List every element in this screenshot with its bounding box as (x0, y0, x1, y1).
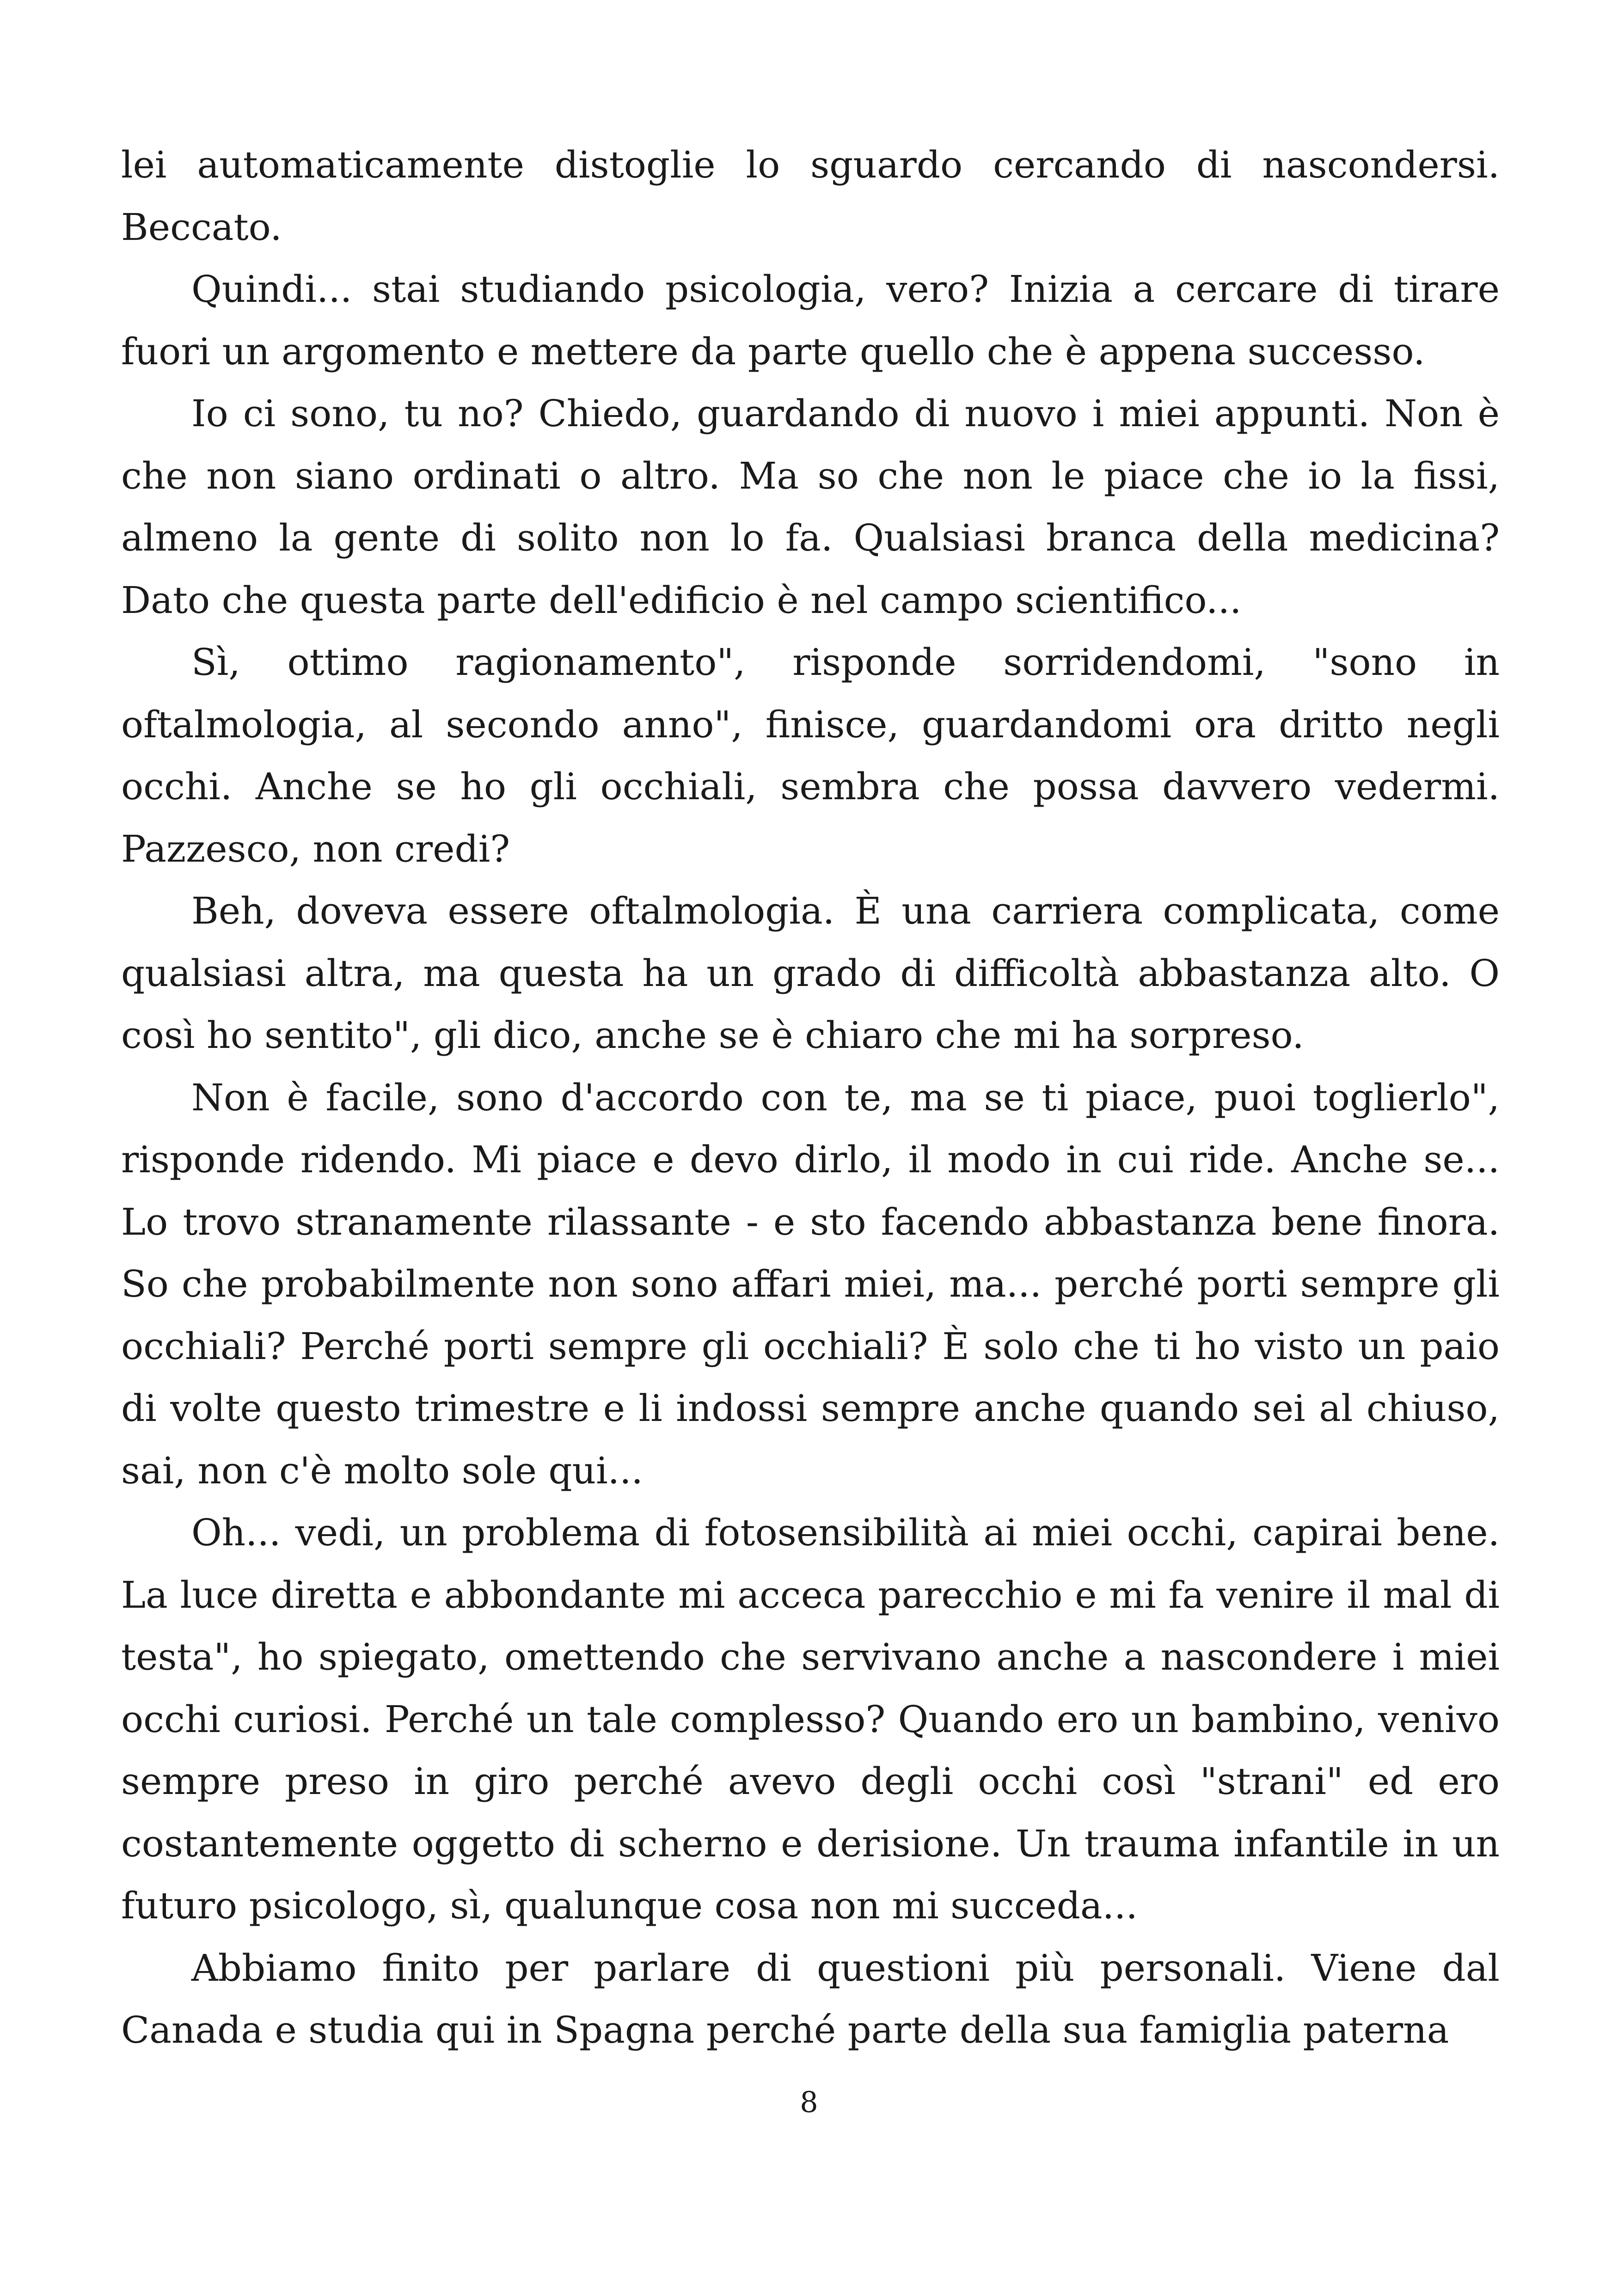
paragraph-5: Beh, doveva essere oftalmologia. È una carriera complicata, come qualsiasi altra, ma questa ha un grado di difficoltà abbastanza alto. O così ho sentito", gli dico, anche se è chiaro che mi ha sorpreso. (121, 889, 1500, 1057)
paragraph-3: Io ci sono, tu no? Chiedo, guardando di nuovo i miei appunti. Non è che non siano ordinati o altro. Ma so che non le piace che io la fissi, almeno la gente di solito non lo fa. Qualsiasi branca della medicina? Dato che questa parte dell'edificio è nel campo scientifico... (121, 392, 1500, 622)
paragraph-1: lei automaticamente distoglie lo sguardo cercando di nascondersi. Beccato. (121, 143, 1500, 249)
paragraph-4: Sì, ottimo ragionamento", risponde sorridendomi, "sono in oftalmologia, al secondo anno", finisce, guardandomi ora dritto negli occhi. Anche se ho gli occhiali, sembra che possa davvero vedermi. Pazzesco, non credi? (121, 641, 1500, 870)
paragraph-7: Oh... vedi, un problema di fotosensibilità ai miei occhi, capirai bene. La luce diretta e abbondante mi acceca parecchio e mi fa venire il mal di testa", ho spiegato, omettendo che servivano anche a nascondere i miei occhi curiosi. Perché un tale complesso? Quando ero un bambino, venivo sempre preso in giro perché avevo degli occhi così "strani" ed ero costantemente oggetto di scherno e derisione. Un trauma infantile in un futuro psicologo, sì, qualunque cosa non mi succeda... (121, 1511, 1500, 1927)
paragraph-6: Non è facile, sono d'accordo con te, ma se ti piace, puoi toglierlo", risponde ridendo. Mi piace e devo dirlo, il modo in cui ride. Anche se... Lo trovo stranamente rilassante - e sto facendo abbastanza bene finora. So che probabilmente non sono affari miei, ma... perché porti sempre gli occhiali? Perché porti sempre gli occhiali? È solo che ti ho visto un paio di volte questo trimestre e li indossi sempre anche quando sei al chiuso, sai, non c'è molto sole qui... (121, 1076, 1500, 1492)
paragraph-2: Quindi... stai studiando psicologia, vero? Inizia a cercare di tirare fuori un argomento e mettere da parte quello che è appena successo. (121, 268, 1500, 373)
paragraph-8: Abbiamo finito per parlare di questioni più personali. Viene dal Canada e studia qui in Spagna perché parte della sua famiglia paterna (121, 1946, 1500, 2051)
body-text (121, 134, 1500, 2062)
page-number: 8 (800, 2085, 818, 2119)
